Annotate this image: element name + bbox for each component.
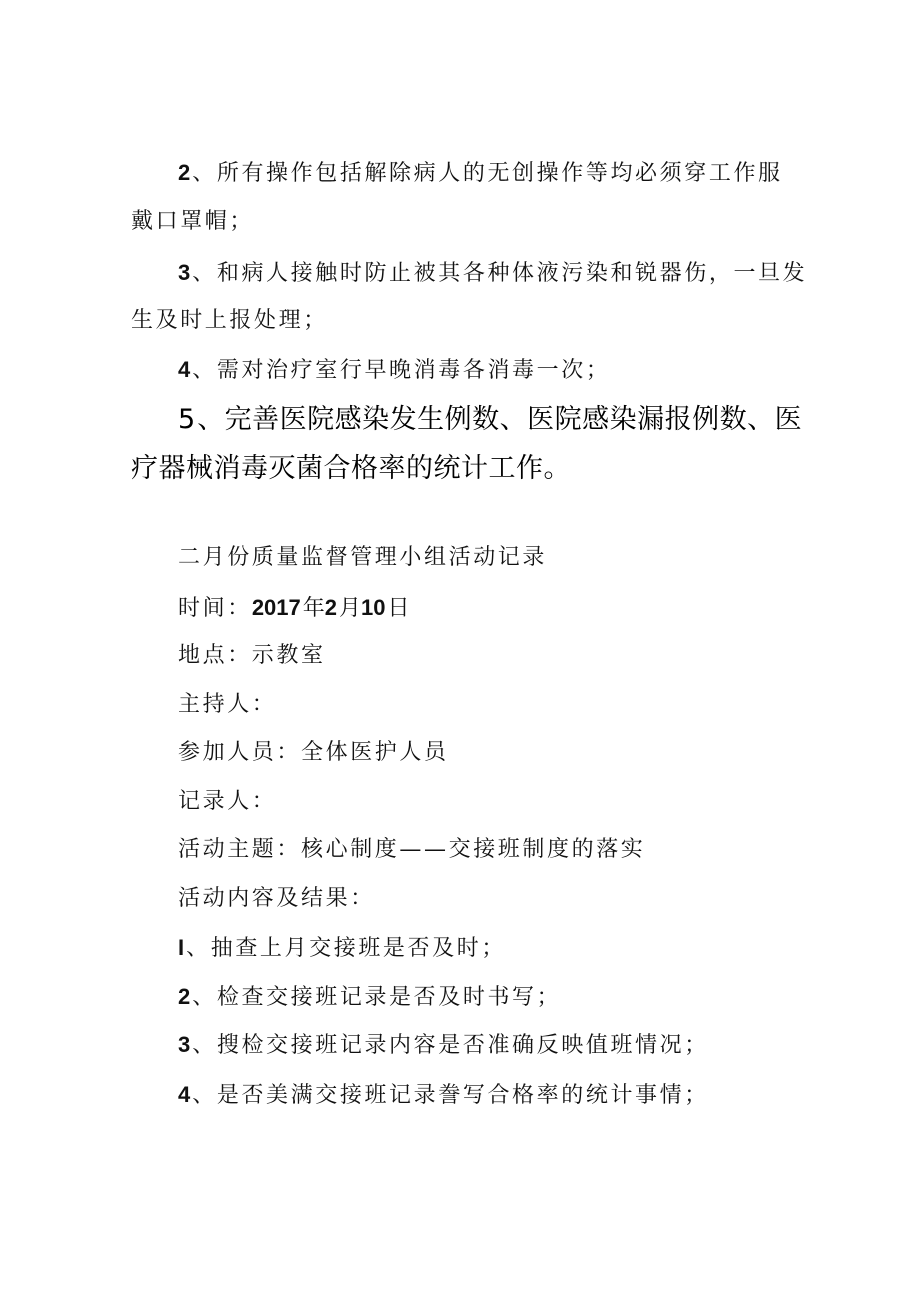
- record-item-1: [178, 933, 506, 964]
- item-3-line2: 生及时上报处理；: [131, 308, 328, 333]
- item-text: 、和病人接触时防止被其各种体液污染和锐器伤，一旦发: [192, 261, 808, 286]
- item-5-line1: [178, 403, 802, 437]
- record-item-2: [178, 982, 561, 1013]
- item-text: 、是否美满交接班记录誊写合格率的统计事情；: [192, 1083, 709, 1108]
- item-number: 3: [178, 260, 191, 285]
- item-text: 、搜检交接班记录内容是否准确反映值班情况；: [192, 1033, 709, 1058]
- time-label: 时间：: [178, 596, 252, 621]
- record-item-3: [178, 1030, 709, 1061]
- time-month-value: 2: [324, 595, 338, 620]
- record-theme: 活动主题：核心制度——交接班制度的落实: [178, 837, 646, 862]
- time-month-unit: 月: [339, 596, 362, 621]
- item-3-line1: [178, 258, 807, 289]
- item-text: 、检查交接班记录是否及时书写；: [192, 985, 562, 1010]
- record-host: 主持人：: [178, 692, 277, 717]
- time-day-unit: 日: [387, 596, 413, 621]
- time-year-unit: 年: [302, 596, 325, 621]
- item-text: 、抽查上月交接班是否及时；: [186, 936, 506, 961]
- item-number: 4: [178, 1082, 191, 1107]
- item-text: 、所有操作包括解除病人的无创操作等均必须穿工作服: [192, 161, 783, 186]
- item-number: 3: [178, 1032, 191, 1057]
- item-number: 2: [178, 160, 191, 185]
- record-content-label: 活动内容及结果：: [178, 886, 375, 911]
- item-4-line: [178, 355, 610, 386]
- record-title: 二月份质量监督管理小组活动记录: [178, 545, 548, 570]
- record-location: 地点：示教室: [178, 643, 326, 668]
- item-2-line2: 戴口罩帽；: [131, 209, 255, 234]
- item-5-line2: 疗器械消毒灭菌合格率的统计工作。: [131, 453, 571, 484]
- time-year-value: 2017: [251, 595, 301, 620]
- item-2-line1: [178, 158, 783, 189]
- item-number: 4: [178, 357, 191, 382]
- item-number: 2: [178, 984, 191, 1009]
- item-text: 、需对治疗室行早晚消毒各消毒一次；: [192, 358, 611, 383]
- record-item-4: [178, 1080, 709, 1111]
- item-number: I: [178, 935, 185, 960]
- time-day-value: 10: [361, 595, 386, 620]
- record-participants: 参加人员：全体医护人员: [178, 740, 449, 765]
- item-number: 5: [178, 404, 196, 435]
- item-text: 、完善医院感染发生例数、医院感染漏报例数、医: [197, 404, 803, 435]
- record-time: [178, 593, 412, 624]
- record-recorder: 记录人：: [178, 789, 277, 814]
